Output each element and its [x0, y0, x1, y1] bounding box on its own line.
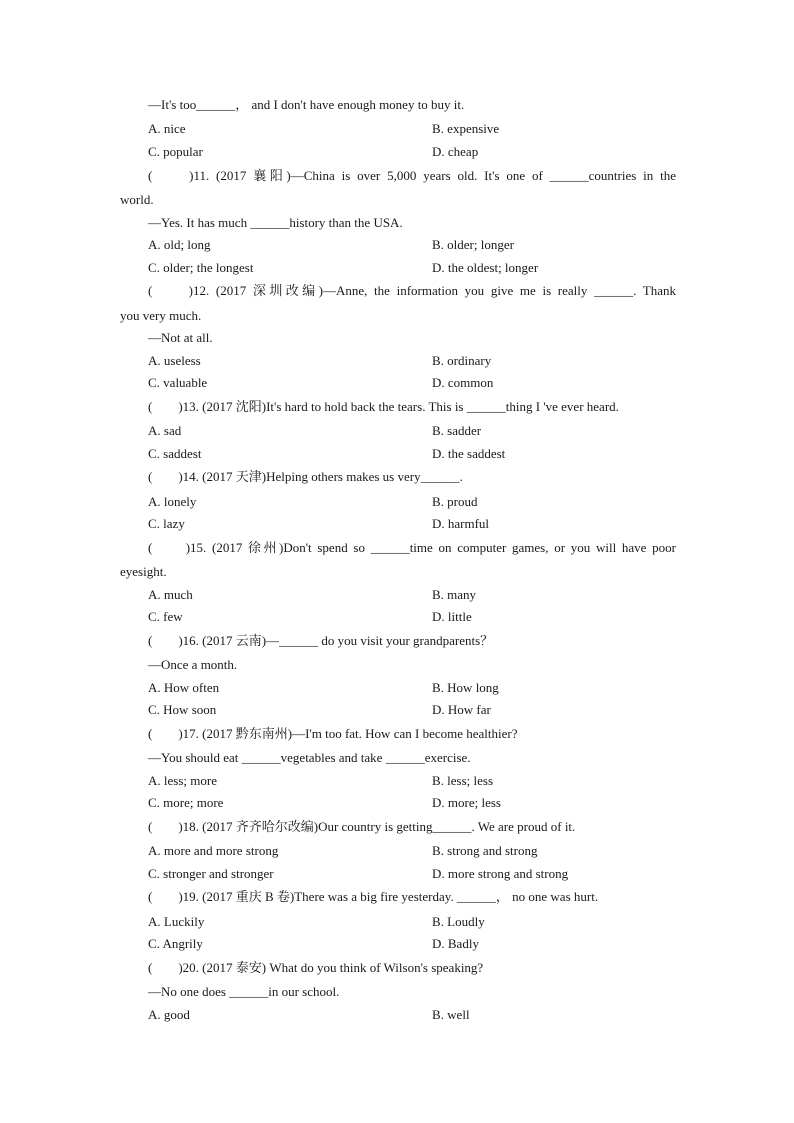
q13-option-a: A. sad [148, 423, 182, 438]
q19-option-c: C. Angrily [148, 936, 203, 951]
question-17-response: —You should eat ______vegetables and take ______exercise. [148, 750, 471, 765]
q12-option-d: D. common [432, 375, 494, 390]
option-a: A. nice [148, 121, 186, 136]
q11-option-d: D. the oldest; longer [432, 260, 539, 275]
q16-option-d: D. How far [432, 702, 491, 717]
question-16: ( )16. (2017 云南)—______ do you visit your grandparents？ [148, 633, 494, 648]
q19-option-d: D. Badly [432, 936, 479, 951]
question-15: ( )15. (2017 徐州)Don't spend so ______time on computer games, or you will have poor [148, 540, 676, 555]
question-13: ( )13. (2017 沈阳)It's hard to hold back the tears. This is ______thing I 've ever heard. [148, 399, 619, 414]
question-18: ( )18. (2017 齐齐哈尔改编)Our country is getting______. We are proud of it. [148, 819, 576, 834]
q13-option-d: D. the saddest [432, 446, 506, 461]
question-11-response: —Yes. It has much ______history than the USA. [148, 215, 403, 230]
option-b: B. expensive [432, 121, 500, 136]
question-19: ( )19. (2017 重庆 B 卷)There was a big fire yesterday. ______， no one was hurt. [148, 889, 599, 904]
q14-option-c: C. lazy [148, 516, 185, 531]
option-d: D. cheap [432, 144, 479, 159]
q17-option-d: D. more; less [432, 795, 501, 810]
question-12-continued: you very much. [120, 308, 202, 323]
q19-option-a: A. Luckily [148, 914, 205, 929]
q12-option-b: B. ordinary [432, 353, 492, 368]
q20-option-b: B. well [432, 1007, 470, 1022]
q19-option-b: B. Loudly [432, 914, 485, 929]
q11-option-b: B. older; longer [432, 237, 514, 252]
question-16-response: —Once a month. [148, 657, 238, 672]
q13-option-b: B. sadder [432, 423, 482, 438]
question-11: ( )11. (2017 襄阳)—China is over 5,000 years old. It's one of ______countries in the [148, 168, 676, 183]
q11-option-c: C. older; the longest [148, 260, 254, 275]
q20-option-a: A. good [148, 1007, 190, 1022]
question-12: ( )12. (2017 深圳改编)—Anne, the information you give me is really ______. Thank [148, 283, 676, 298]
question-14: ( )14. (2017 天津)Helping others makes us very______. [148, 469, 463, 484]
q18-option-c: C. stronger and stronger [148, 866, 274, 881]
q18-option-b: B. strong and strong [432, 843, 538, 858]
q15-option-b: B. many [432, 587, 477, 602]
question-20: ( )20. (2017 泰安) What do you think of Wilson's speaking? [148, 960, 484, 975]
question-20-response: —No one does ______in our school. [148, 984, 340, 999]
q14-option-d: D. harmful [432, 516, 490, 531]
question-17: ( )17. (2017 黔东南州)—I'm too fat. How can I become healthier? [148, 726, 518, 741]
q15-option-d: D. little [432, 609, 472, 624]
question-11-continued: world. [120, 192, 154, 207]
q13-option-c: C. saddest [148, 446, 202, 461]
option-c: C. popular [148, 144, 203, 159]
q12-option-c: C. valuable [148, 375, 208, 390]
q11-option-a: A. old; long [148, 237, 211, 252]
q15-option-a: A. much [148, 587, 193, 602]
q17-option-a: A. less; more [148, 773, 217, 788]
q12-option-a: A. useless [148, 353, 201, 368]
q14-option-a: A. lonely [148, 494, 197, 509]
q18-option-d: D. more strong and strong [432, 866, 569, 881]
q16-option-b: B. How long [432, 680, 499, 695]
q14-option-b: B. proud [432, 494, 478, 509]
q16-option-a: A. How often [148, 680, 220, 695]
question-12-response: —Not at all. [148, 330, 213, 345]
q15-option-c: C. few [148, 609, 183, 624]
q16-option-c: C. How soon [148, 702, 217, 717]
q17-option-c: C. more; more [148, 795, 224, 810]
q18-option-a: A. more and more strong [148, 843, 279, 858]
question-15-continued: eyesight. [120, 564, 167, 579]
q17-option-b: B. less; less [432, 773, 494, 788]
dialogue-line: —It's too______， and I don't have enough money to buy it. [148, 97, 465, 112]
